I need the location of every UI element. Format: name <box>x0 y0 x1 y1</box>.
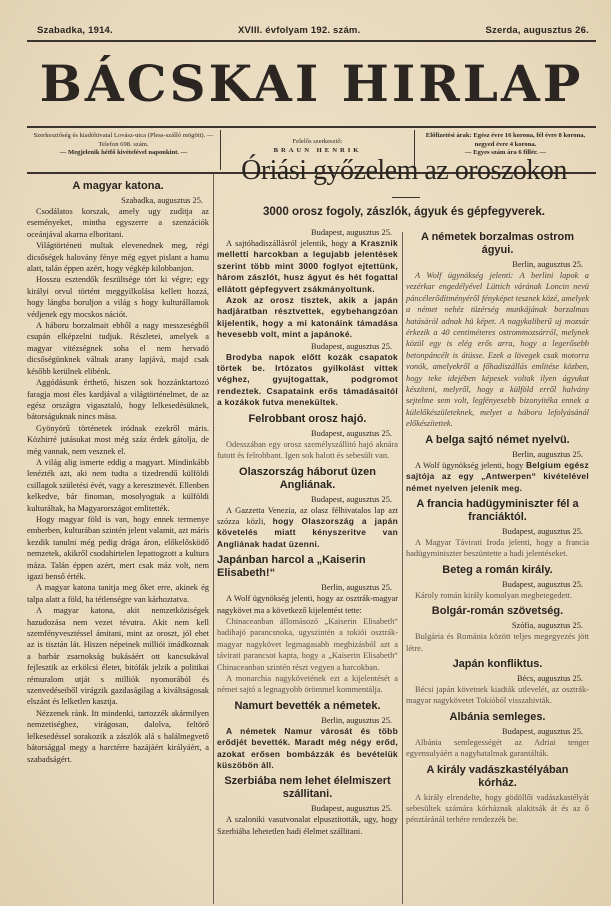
dateline-bar <box>37 25 589 37</box>
text-segment: Odesszában egy orosz személyszállitó hajó aknára futott és felrobbant. Igen sok halott és sebesült van. <box>217 439 398 461</box>
text-segment: Albánia semlegességét az Adriai tenger egyensulyáért a nagyhatalmak garantálták. <box>406 737 589 759</box>
article-paragraph <box>406 590 589 601</box>
article-dateline: Budapest, augusztus 25. <box>311 494 392 504</box>
text-segment: A magyar katona, akit nemzetköziségek hazudozása nem vezet tévutra. Akit nem kell szemfényvesztéssel ámitani, mint az oroszt, jól ehet az is tisztán lát. Hiszen népeinek milliói imádkoznak a barbár zsarnokság bukásáért ott kancsukával fejlesztik az erkölcsi életet, bitófák jelzik a politikai rémuralom utját s milliók nyomorából és szenvedéseiből virágzik gazdaságilag a kiváltságosak elszánt és lelketlen kasztja. <box>27 606 209 707</box>
article-paragraph <box>27 514 209 582</box>
article-paragraph <box>27 708 209 765</box>
text-segment: A magyar katona tanitja meg őket erre, akinek ég talpa alatt a föld, ha tétlenségre van kárhoztatva. <box>27 583 209 604</box>
newspaper-title: BÁCSKAI HIRLAP <box>39 54 584 113</box>
text-segment: Gyönyörű történetek iródnak ezekről máris. Közhirré jutásukat most még száz érdek gátolja, de még vannak, nem vesznek el. <box>27 423 209 456</box>
text-segment: A Wolf ügynökség jelenti, hogy <box>415 460 526 470</box>
place-year: Szabadka, 1914. <box>37 25 113 36</box>
text-segment: A világ alig ismerte eddig a magyart. Mindinkább lenézték azt, aki nem tudta a tizedrendű külföldi csillagok születési évét, vagy a keresztnevét. Ellenben kelkedve, bár finoman, mosolyogtak a külföldi kulturáltak, ha Magyarországot emlitették. <box>27 457 209 513</box>
editor-name: BRAUN HENRIK <box>273 146 362 154</box>
article-paragraph <box>406 631 589 654</box>
article-paragraph <box>27 240 209 274</box>
text-segment: A Magyar Távirati Iroda jelenti, hogy a francia hadügyminiszter beszüntette a hadi jelentéseket. <box>406 537 589 559</box>
text-segment: Brodyba napok előtt kozák csapatok törtek be. Irtózatos gyilkolást vittek véghez, gyujtogattak, podgromot rendeztek. Csapataink erős támadásaitól a kozákok futva menekültek. <box>217 351 398 408</box>
article <box>406 564 589 601</box>
issue-date: Szerda, augusztus 26. <box>485 25 589 36</box>
text-segment: Aggódásunk érthető, hiszen sok hozzánktartozó faragja most éles kardjával a világtörténelmet, de az egész országra vigasztaló, hogy lelkesedésüknek, bátorságuknak nincs mása. <box>27 378 209 422</box>
article-dateline: Budapest, augusztus 25. <box>311 428 392 438</box>
article-paragraph <box>27 274 209 320</box>
text-segment: Chinaceanban állomásozó „Kaiserin Elisabeth“ hadihajó parancsnoka, ugyszintén a tokiói osztrák-magyar nagykövet legmagasabb megbizásból azt a távirati parancsot kapta, hogy a „Kaiserin Elisabeth“ Chinaceanban szintén részt vegyen a harcokban. <box>217 616 398 672</box>
office-info <box>27 130 221 170</box>
article-paragraph <box>217 726 398 772</box>
article-headline: Bolgár-román szövetség. <box>431 605 564 618</box>
article <box>406 605 589 654</box>
article <box>217 466 398 551</box>
text-segment: Csodálatos korszak, amely ugy zuditja az eseményeket, mintha egyszerre a szenzációk oceánjával akarna elboritani. <box>27 207 209 239</box>
text-segment: A Wolf ügynökség jelenti, hogy az osztrák-magyar nagykövet ma a következő kijelentést tette: <box>217 594 398 615</box>
article <box>406 231 589 430</box>
divider <box>27 40 596 42</box>
article-dateline: Budapest, augusztus 25. <box>311 341 392 351</box>
article-paragraph <box>27 377 209 423</box>
text-segment: Bécsi japán követnek kiadták utlevelét, az osztrák-magyar nagykövetet Tokióból visszahivták. <box>406 684 589 706</box>
article-headline: Beteg a román király. <box>442 563 553 576</box>
article-paragraph <box>406 270 589 430</box>
article <box>217 554 398 696</box>
article-paragraph <box>217 673 398 696</box>
article-headline: Japán konfliktus. <box>452 657 543 670</box>
article-headline: Olaszország háborut üzen Angliának. <box>239 465 376 491</box>
text-segment: A király elrendelte, hogy gödöllői vadászkastélyát sebesültek számára kórháznak alakitsák át és az ő pénztáránál terhére rendezzék be. <box>406 792 589 825</box>
article-dateline: Szabadka, augusztus 25. <box>121 196 203 205</box>
text-segment: A monarchia nagykövetének ezt a kijelentését a német sajtó a legnagyobb örömmel kommentálja. <box>217 673 398 695</box>
single-copy-price: — Egyes szám ára 6 fillér. — <box>464 149 547 157</box>
article-headline: Szerbiába nem lehet élelmiszert szállitani. <box>224 775 391 801</box>
article-paragraph <box>217 593 398 616</box>
text-segment: Azok az orosz tisztek, akik a japán hadjáratban résztvettek, egybehangzóan kijelentik, hogy a mi katonáink támadása hevesebb volt, mint a japánoké. <box>217 295 398 340</box>
article-dateline: Berlin, augusztus 25. <box>512 449 583 459</box>
text-segment: a Krasznik melletti harcokban a legujabb jelentések szerint több mint 3000 foglyot ejtettünk, három zászlót, husz ágyut és hét fogattal ellátott gépfegyvert zsákmányoltunk. <box>217 238 398 294</box>
text-segment: A sajtóhadiszállásról jelentik, hogy <box>226 239 352 248</box>
article-paragraph <box>27 605 209 708</box>
article-dateline: Budapest, augusztus 25. <box>502 579 583 589</box>
text-segment: A Wolf ügynökség jelenti: A berlini lapok a vezérkar engedélyével Lüttich várának Loncin nevü páncélerődítményéről fényképet tesznek közé, amelyek a német nehéz tüzérség munkájának borzalmas hatásáról adnak hü képet. A nagykaliberű uj mozsár érkezik a 40 centiméteres ostrommozsárról, melynek közül egy is elég erős arra, hogy a legerősebb betonpáncélt is átüsse. Ezek a lövegek csak motorra vonók, amelyekről a főhadiszállás emlitése közben, hogy teke idejében képesek voltak ilyen ágyukat készíteni, melyről, hogy a külföld erről halvány sejtelme sem volt, legfényesebb bizonyitéka ennek a külelőkészületeknek, melyet a háboru lefolyásánál előkészítettek. <box>406 271 589 429</box>
divider <box>392 197 420 198</box>
article <box>406 434 589 494</box>
text-segment: A háboru borzalmait ebből a nagy messzeségből csupán elképzelni tudjuk. Részletei, amelyek a magyar vitézségnek soha el nem hervadó dicsőségünknek válnak arany lapjává, majd csak később kerülnek elibénk. <box>27 321 209 376</box>
article-dateline: Budapest, augusztus 25. <box>502 526 583 536</box>
article-paragraph <box>406 537 589 560</box>
volume-number: XVIII. évfolyam 192. szám. <box>237 25 361 36</box>
article-headline: Albánia semleges. <box>449 710 546 723</box>
article-dateline: Szófia, augusztus 25. <box>511 621 583 631</box>
article <box>406 498 589 560</box>
text-segment: hogy Olaszország a japán követelés miatt kényszeritve van Angliának hadat üzenni. <box>217 515 399 549</box>
article-paragraph <box>27 423 209 457</box>
article <box>217 227 398 341</box>
divider <box>27 126 596 128</box>
article-paragraph <box>217 814 398 837</box>
article-headline: A francia hadügyminiszter fél a franciáktól. <box>416 497 579 523</box>
article <box>406 658 589 707</box>
text-segment: Belgium egész sajtója az egy „Antwerpen“ kivételével német nyelven jelenik meg. <box>406 459 589 493</box>
column-left <box>27 176 209 765</box>
article <box>217 341 398 409</box>
column-middle <box>217 227 398 837</box>
text-segment: A németek Namur városát és több erődjét bevették. Maradt még négy erőd, azokat erősen bombázzák és bevételük küszöbön áll. <box>217 725 398 770</box>
text-segment: A Gazzetta Venezia, az olasz félhivatalos lap azt szózza közli, <box>217 505 398 526</box>
article <box>217 775 398 837</box>
article-paragraph <box>27 457 209 514</box>
article-headline: Felrobbant orosz hajó. <box>248 412 367 425</box>
text-segment: Nézzenek ránk. Itt mindenki, tartozzék akármilyen nemzetiséghez, virágosan, dalolva, feltörő lelkesedéssel sorakozik a zászlók alá s halálmegvető bátorsággal megy a harctérre hazájáért királyáért, a szabadságért. <box>27 708 209 764</box>
office-address: Szerkesztőség és kiadóhivatal Lovász-utca (Pless-szálló mögött). — Telefon 698. szám. <box>33 132 214 148</box>
text-segment: A szaloniki vasutvonalat elpusztitották, ugy, hogy Szerbiába lehetetlen hadi élelmet szállitani. <box>217 815 398 836</box>
article-dateline: Budapest, augusztus 25. <box>311 804 392 814</box>
editor-label: Felelős szerkesztő: <box>292 138 343 145</box>
article-dateline: Berlin, augusztus 25. <box>321 715 392 725</box>
article-paragraph <box>406 684 589 707</box>
article-dateline: Budapest, augusztus 25. <box>311 228 392 237</box>
article-paragraph <box>217 352 398 409</box>
subscription-prices: Előfizetési árak: Egész évre 16 korona, fél évre 8 korona, negyed évre 4 korona. <box>425 132 586 148</box>
masthead <box>27 46 596 122</box>
article-dateline: Berlin, augusztus 25. <box>512 260 583 269</box>
article <box>217 700 398 772</box>
text-segment: Hogy magyar föld is van, hogy ennek termenye emberben, kulturában szintén jelent valamit, azt máris kezdik tanulni még pedig drága áron, előkelősködő nemzetek, akikről csodahirtelen lepattogzott a kultura máza. Talán éppen azért, mert csak máz volt, nem igazi benső érték. <box>27 514 209 581</box>
text-segment: Károly román király komolyan megbetegedett. <box>415 590 572 600</box>
article-paragraph <box>27 206 209 240</box>
lead-headline: Óriási győzelem az oroszokon <box>241 155 567 186</box>
text-segment: Világtörténeti multak elevenednek meg, régi dicsőségek halovány fénye még egyet pislant a hamu alatt, talán éppen azért, hogy végkép kilobbanjon. <box>27 241 209 274</box>
article-paragraph <box>406 737 589 760</box>
column-divider <box>213 174 214 904</box>
article-headline: A belga sajtó német nyelvü. <box>425 433 570 446</box>
article-paragraph <box>406 460 589 494</box>
article-paragraph <box>217 295 398 341</box>
article <box>406 764 589 826</box>
article-paragraph <box>217 505 398 551</box>
article-paragraph <box>27 582 209 605</box>
article-paragraph <box>27 320 209 377</box>
article-paragraph <box>217 616 398 673</box>
article-dateline: Budapest, augusztus 25. <box>502 726 583 736</box>
article-headline: A király vadászkastélyában kórház. <box>426 763 569 789</box>
article-headline: A magyar katona. <box>72 180 164 192</box>
lead-subheadline: 3000 orosz fogoly, zászlók, ágyuk és gépfegyverek. <box>262 205 545 218</box>
column-right <box>406 227 589 826</box>
article-headline: Japánban harcol a „Kaiserin Elisabeth!“ <box>217 554 366 580</box>
article-dateline: Berlin, augusztus 25. <box>321 583 392 593</box>
article <box>27 180 209 765</box>
article-headline: A németek borzalmas ostrom ágyui. <box>420 231 575 256</box>
article-paragraph <box>406 792 589 826</box>
text-segment: Bulgária és Románia között teljes megegyezés jött létre. <box>406 632 589 653</box>
article-dateline: Bécs, augusztus 25. <box>516 673 583 683</box>
article <box>217 413 398 462</box>
text-segment: Hosszu esztendők feszültsége tört ki végre; egy királyi orvul történt meggyilkolása kellett hozzá, hogy lángba boruljon a világ s hogy kulturállamok védjenek egy mocskos nációt. <box>27 275 209 319</box>
column-divider <box>402 232 403 904</box>
article-paragraph <box>217 238 398 295</box>
article-paragraph <box>217 439 398 462</box>
article-headline: Namurt bevették a németek. <box>234 699 381 712</box>
publication-note: — Megjelenik hétfő kivételével naponkint. — <box>59 149 188 157</box>
article <box>406 711 589 760</box>
